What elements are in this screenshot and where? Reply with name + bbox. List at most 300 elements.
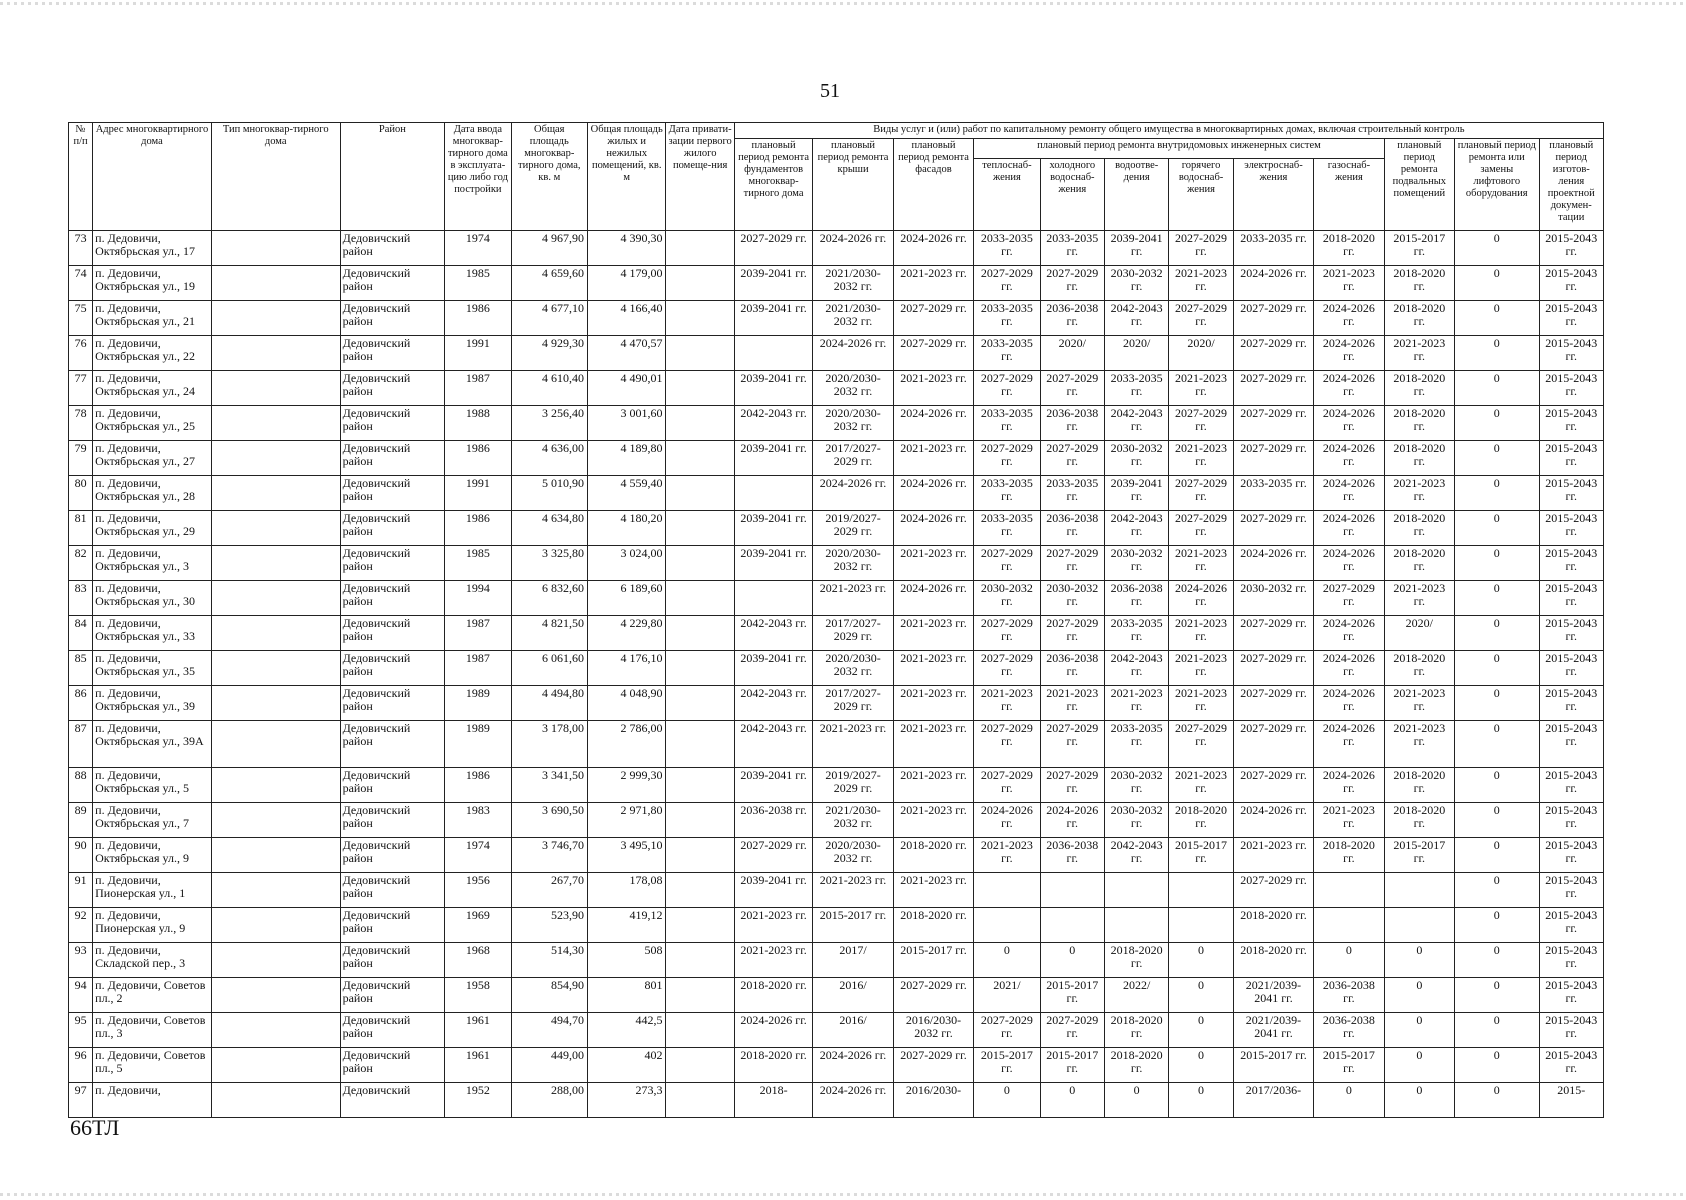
cell-roof: 2020/2030-2032 гг.	[813, 406, 893, 441]
header-foundation: плановый период ремонта фундаментов многоквар-тирного дома	[734, 139, 812, 231]
cell-lift: 0	[1455, 1048, 1539, 1083]
cell-privatization	[666, 1083, 734, 1118]
cell-type	[211, 978, 340, 1013]
cell-gas: 2021-2023 гг.	[1314, 803, 1384, 838]
cell-living-area: 4 189,80	[588, 441, 666, 476]
cell-design: 2015-	[1539, 1083, 1604, 1118]
cell-gas: 2024-2026 гг.	[1314, 768, 1384, 803]
cell-sewer: 2021-2023 гг.	[1104, 686, 1168, 721]
cell-foundation: 2042-2043 гг.	[734, 721, 812, 768]
cell-living-area: 4 229,80	[588, 616, 666, 651]
cell-num: 86	[69, 686, 93, 721]
cell-address: п. Дедовичи, Октябрьская ул., 5	[93, 768, 212, 803]
cell-hot-water: 2021-2023 гг.	[1169, 441, 1233, 476]
cell-foundation: 2042-2043 гг.	[734, 406, 812, 441]
cell-sewer: 2036-2038 гг.	[1104, 581, 1168, 616]
cell-year: 1986	[445, 768, 511, 803]
cell-foundation: 2039-2041 гг.	[734, 266, 812, 301]
cell-cold-water: 2027-2029 гг.	[1040, 721, 1104, 768]
cell-hot-water: 2021-2023 гг.	[1169, 371, 1233, 406]
table-header	[69, 123, 1604, 231]
cell-district: Дедовичский район	[340, 441, 445, 476]
table-row	[69, 803, 1604, 838]
cell-cold-water: 2033-2035 гг.	[1040, 231, 1104, 266]
table-row	[69, 266, 1604, 301]
cell-cold-water: 2030-2032 гг.	[1040, 581, 1104, 616]
cell-hot-water: 0	[1169, 1083, 1233, 1118]
cell-heat: 2033-2035 гг.	[974, 406, 1040, 441]
cell-heat: 2027-2029 гг.	[974, 371, 1040, 406]
cell-facade: 2015-2017 гг.	[893, 943, 973, 978]
cell-facade: 2018-2020 гг.	[893, 908, 973, 943]
cell-design: 2015-2043 гг.	[1539, 768, 1604, 803]
cell-gas	[1314, 908, 1384, 943]
cell-foundation	[734, 581, 812, 616]
cell-lift: 0	[1455, 978, 1539, 1013]
cell-design: 2015-2043 гг.	[1539, 1013, 1604, 1048]
cell-roof: 2020/2030-2032 гг.	[813, 546, 893, 581]
cell-design: 2015-2043 гг.	[1539, 616, 1604, 651]
cell-cold-water: 2036-2038 гг.	[1040, 838, 1104, 873]
cell-hot-water: 2027-2029 гг.	[1169, 301, 1233, 336]
cell-hot-water: 2027-2029 гг.	[1169, 406, 1233, 441]
cell-year: 1988	[445, 406, 511, 441]
cell-total-area: 4 494,80	[511, 686, 587, 721]
cell-heat: 2033-2035 гг.	[974, 511, 1040, 546]
cell-gas: 2024-2026 гг.	[1314, 511, 1384, 546]
cell-hot-water: 0	[1169, 1048, 1233, 1083]
cell-total-area: 449,00	[511, 1048, 587, 1083]
cell-total-area: 4 659,60	[511, 266, 587, 301]
cell-year: 1987	[445, 651, 511, 686]
cell-heat: 2027-2029 гг.	[974, 546, 1040, 581]
cell-lift: 0	[1455, 511, 1539, 546]
cell-facade: 2021-2023 гг.	[893, 371, 973, 406]
cell-facade: 2021-2023 гг.	[893, 768, 973, 803]
cell-roof: 2019/2027-2029 гг.	[813, 768, 893, 803]
table-row	[69, 768, 1604, 803]
cell-total-area: 3 325,80	[511, 546, 587, 581]
cell-roof: 2024-2026 гг.	[813, 1083, 893, 1118]
cell-design: 2015-2043 гг.	[1539, 651, 1604, 686]
cell-district: Дедовичский район	[340, 336, 445, 371]
cell-facade: 2024-2026 гг.	[893, 581, 973, 616]
cell-type	[211, 406, 340, 441]
cell-electricity: 2018-2020 гг.	[1233, 943, 1313, 978]
cell-district: Дедовичский район	[340, 371, 445, 406]
cell-lift: 0	[1455, 908, 1539, 943]
cell-heat: 2027-2029 гг.	[974, 1013, 1040, 1048]
cell-roof: 2024-2026 гг.	[813, 231, 893, 266]
cell-address: п. Дедовичи, Октябрьская ул., 39	[93, 686, 212, 721]
cell-num: 95	[69, 1013, 93, 1048]
cell-facade: 2021-2023 гг.	[893, 686, 973, 721]
cell-cold-water: 2015-2017 гг.	[1040, 978, 1104, 1013]
cell-address: п. Дедовичи, Советов пл., 2	[93, 978, 212, 1013]
cell-roof: 2016/	[813, 1013, 893, 1048]
cell-gas: 2024-2026 гг.	[1314, 336, 1384, 371]
cell-basement: 2018-2020 гг.	[1384, 371, 1454, 406]
cell-hot-water	[1169, 908, 1233, 943]
cell-privatization	[666, 1013, 734, 1048]
cell-district: Дедовичский район	[340, 838, 445, 873]
cell-lift: 0	[1455, 768, 1539, 803]
table-row	[69, 1013, 1604, 1048]
cell-foundation: 2042-2043 гг.	[734, 686, 812, 721]
cell-district: Дедовичский район	[340, 231, 445, 266]
cell-electricity: 2024-2026 гг.	[1233, 803, 1313, 838]
cell-privatization	[666, 511, 734, 546]
cell-electricity: 2027-2029 гг.	[1233, 616, 1313, 651]
cell-design: 2015-2043 гг.	[1539, 721, 1604, 768]
header-works-group: Виды услуг и (или) работ по капитальному ремонту общего имущества в многоквартирных домах, включая строительный контроль	[734, 123, 1603, 139]
cell-living-area: 402	[588, 1048, 666, 1083]
cell-heat: 2030-2032 гг.	[974, 581, 1040, 616]
cell-foundation: 2027-2029 гг.	[734, 838, 812, 873]
cell-address: п. Дедовичи, Октябрьская ул., 30	[93, 581, 212, 616]
cell-total-area: 6 061,60	[511, 651, 587, 686]
table-row	[69, 721, 1604, 768]
cell-hot-water: 2021-2023 гг.	[1169, 651, 1233, 686]
header-num: № п/п	[69, 123, 93, 231]
cell-roof: 2017/2027-2029 гг.	[813, 616, 893, 651]
cell-year: 1968	[445, 943, 511, 978]
cell-num: 76	[69, 336, 93, 371]
header-systems-group: плановый период ремонта внутридомовых инженерных систем	[974, 139, 1384, 159]
cell-type	[211, 476, 340, 511]
cell-living-area: 4 559,40	[588, 476, 666, 511]
cell-roof: 2021/2030-2032 гг.	[813, 301, 893, 336]
table-row	[69, 581, 1604, 616]
header-hot-water: горячего водоснаб-жения	[1169, 159, 1233, 231]
cell-design: 2015-2043 гг.	[1539, 978, 1604, 1013]
cell-hot-water: 2020/	[1169, 336, 1233, 371]
cell-year: 1969	[445, 908, 511, 943]
cell-sewer: 2020/	[1104, 336, 1168, 371]
cell-facade: 2027-2029 гг.	[893, 1048, 973, 1083]
cell-living-area: 178,08	[588, 873, 666, 908]
cell-heat: 0	[974, 1083, 1040, 1118]
cell-gas: 2024-2026 гг.	[1314, 616, 1384, 651]
cell-year: 1958	[445, 978, 511, 1013]
cell-sewer: 2022/	[1104, 978, 1168, 1013]
cell-electricity: 2024-2026 гг.	[1233, 546, 1313, 581]
cell-year: 1991	[445, 336, 511, 371]
table-row	[69, 1083, 1604, 1118]
cell-design: 2015-2043 гг.	[1539, 301, 1604, 336]
cell-basement: 2018-2020 гг.	[1384, 441, 1454, 476]
cell-basement: 2021-2023 гг.	[1384, 476, 1454, 511]
cell-design: 2015-2043 гг.	[1539, 838, 1604, 873]
cell-living-area: 4 179,00	[588, 266, 666, 301]
scan-edge-top	[0, 2, 1686, 5]
header-lift: плановый период ремонта или замены лифтового оборудования	[1455, 139, 1539, 231]
cell-electricity: 2024-2026 гг.	[1233, 266, 1313, 301]
cell-num: 77	[69, 371, 93, 406]
cell-sewer: 2030-2032 гг.	[1104, 768, 1168, 803]
cell-facade: 2024-2026 гг.	[893, 511, 973, 546]
cell-roof: 2021/2030-2032 гг.	[813, 266, 893, 301]
cell-hot-water: 2027-2029 гг.	[1169, 511, 1233, 546]
cell-address: п. Дедовичи, Октябрьская ул., 19	[93, 266, 212, 301]
cell-basement: 2015-2017 гг.	[1384, 231, 1454, 266]
cell-roof: 2021-2023 гг.	[813, 721, 893, 768]
cell-type	[211, 231, 340, 266]
capital-repair-table	[68, 122, 1604, 1118]
cell-cold-water: 2027-2029 гг.	[1040, 546, 1104, 581]
cell-roof: 2024-2026 гг.	[813, 476, 893, 511]
cell-year: 1991	[445, 476, 511, 511]
cell-privatization	[666, 838, 734, 873]
cell-num: 79	[69, 441, 93, 476]
cell-hot-water: 2024-2026 гг.	[1169, 581, 1233, 616]
cell-electricity: 2033-2035 гг.	[1233, 231, 1313, 266]
cell-heat: 2027-2029 гг.	[974, 768, 1040, 803]
cell-living-area: 801	[588, 978, 666, 1013]
cell-sewer: 0	[1104, 1083, 1168, 1118]
cell-electricity: 2027-2029 гг.	[1233, 651, 1313, 686]
cell-cold-water: 2036-2038 гг.	[1040, 511, 1104, 546]
cell-district: Дедовичский район	[340, 1013, 445, 1048]
cell-foundation: 2042-2043 гг.	[734, 616, 812, 651]
cell-electricity: 2015-2017 гг.	[1233, 1048, 1313, 1083]
header-sewer: водоотве-дения	[1104, 159, 1168, 231]
table-row	[69, 441, 1604, 476]
cell-heat: 2033-2035 гг.	[974, 301, 1040, 336]
cell-sewer: 2042-2043 гг.	[1104, 406, 1168, 441]
cell-heat: 2027-2029 гг.	[974, 721, 1040, 768]
cell-foundation: 2039-2041 гг.	[734, 546, 812, 581]
cell-type	[211, 336, 340, 371]
cell-district: Дедовичский район	[340, 1048, 445, 1083]
cell-total-area: 3 341,50	[511, 768, 587, 803]
cell-lift: 0	[1455, 266, 1539, 301]
cell-district: Дедовичский район	[340, 266, 445, 301]
cell-year: 1974	[445, 231, 511, 266]
cell-facade: 2021-2023 гг.	[893, 266, 973, 301]
cell-basement: 0	[1384, 1048, 1454, 1083]
cell-year: 1989	[445, 686, 511, 721]
cell-design: 2015-2043 гг.	[1539, 1048, 1604, 1083]
cell-num: 85	[69, 651, 93, 686]
cell-heat: 2033-2035 гг.	[974, 231, 1040, 266]
cell-basement: 2021-2023 гг.	[1384, 336, 1454, 371]
cell-heat: 2027-2029 гг.	[974, 441, 1040, 476]
cell-roof: 2017/2027-2029 гг.	[813, 441, 893, 476]
cell-total-area: 494,70	[511, 1013, 587, 1048]
cell-roof: 2024-2026 гг.	[813, 1048, 893, 1083]
cell-roof: 2017/	[813, 943, 893, 978]
cell-facade: 2021-2023 гг.	[893, 803, 973, 838]
cell-district: Дедовичский район	[340, 768, 445, 803]
cell-roof: 2019/2027-2029 гг.	[813, 511, 893, 546]
cell-basement: 2018-2020 гг.	[1384, 406, 1454, 441]
cell-total-area: 4 636,00	[511, 441, 587, 476]
cell-privatization	[666, 546, 734, 581]
table-row	[69, 651, 1604, 686]
cell-living-area: 419,12	[588, 908, 666, 943]
cell-foundation: 2021-2023 гг.	[734, 943, 812, 978]
cell-num: 87	[69, 721, 93, 768]
cell-electricity: 2018-2020 гг.	[1233, 908, 1313, 943]
cell-electricity: 2027-2029 гг.	[1233, 511, 1313, 546]
cell-num: 93	[69, 943, 93, 978]
cell-heat: 2024-2026 гг.	[974, 803, 1040, 838]
cell-district: Дедовичский район	[340, 721, 445, 768]
cell-gas	[1314, 873, 1384, 908]
cell-privatization	[666, 616, 734, 651]
cell-year: 1985	[445, 546, 511, 581]
table-row	[69, 231, 1604, 266]
cell-sewer: 2018-2020 гг.	[1104, 943, 1168, 978]
cell-gas: 0	[1314, 943, 1384, 978]
cell-cold-water	[1040, 908, 1104, 943]
cell-total-area: 5 010,90	[511, 476, 587, 511]
cell-basement	[1384, 908, 1454, 943]
cell-cold-water: 2024-2026 гг.	[1040, 803, 1104, 838]
cell-cold-water: 2020/	[1040, 336, 1104, 371]
cell-roof: 2021-2023 гг.	[813, 873, 893, 908]
cell-living-area: 6 189,60	[588, 581, 666, 616]
cell-privatization	[666, 803, 734, 838]
cell-heat	[974, 908, 1040, 943]
cell-basement: 2018-2020 гг.	[1384, 651, 1454, 686]
cell-address: п. Дедовичи, Октябрьская ул., 39А	[93, 721, 212, 768]
cell-privatization	[666, 686, 734, 721]
cell-hot-water: 0	[1169, 1013, 1233, 1048]
header-district: Район	[340, 123, 445, 231]
cell-facade: 2021-2023 гг.	[893, 546, 973, 581]
cell-electricity: 2030-2032 гг.	[1233, 581, 1313, 616]
cell-foundation: 2018-2020 гг.	[734, 1048, 812, 1083]
cell-privatization	[666, 441, 734, 476]
cell-lift: 0	[1455, 616, 1539, 651]
cell-num: 94	[69, 978, 93, 1013]
cell-living-area: 4 490,01	[588, 371, 666, 406]
table-row	[69, 943, 1604, 978]
cell-num: 96	[69, 1048, 93, 1083]
cell-num: 74	[69, 266, 93, 301]
cell-num: 75	[69, 301, 93, 336]
cell-gas: 2024-2026 гг.	[1314, 476, 1384, 511]
cell-type	[211, 686, 340, 721]
header-address: Адрес многоквартирного дома	[93, 123, 212, 231]
cell-living-area: 273,3	[588, 1083, 666, 1118]
cell-electricity: 2027-2029 гг.	[1233, 371, 1313, 406]
cell-total-area: 523,90	[511, 908, 587, 943]
cell-sewer: 2033-2035 гг.	[1104, 721, 1168, 768]
cell-year: 1987	[445, 616, 511, 651]
cell-heat: 2027-2029 гг.	[974, 266, 1040, 301]
cell-foundation: 2027-2029 гг.	[734, 231, 812, 266]
table-row	[69, 336, 1604, 371]
cell-gas: 2036-2038 гг.	[1314, 978, 1384, 1013]
header-year: Дата ввода многоквар-тирного дома в эксплуата-цию либо год постройки	[445, 123, 511, 231]
cell-roof: 2024-2026 гг.	[813, 336, 893, 371]
cell-gas: 2024-2026 гг.	[1314, 441, 1384, 476]
cell-address: п. Дедовичи, Октябрьская ул., 27	[93, 441, 212, 476]
cell-privatization	[666, 1048, 734, 1083]
cell-facade: 2016/2030-2032 гг.	[893, 1013, 973, 1048]
cell-privatization	[666, 301, 734, 336]
cell-year: 1983	[445, 803, 511, 838]
cell-lift: 0	[1455, 1083, 1539, 1118]
cell-year: 1986	[445, 301, 511, 336]
cell-lift: 0	[1455, 546, 1539, 581]
cell-cold-water: 2015-2017 гг.	[1040, 1048, 1104, 1083]
cell-basement: 0	[1384, 1083, 1454, 1118]
cell-sewer: 2042-2043 гг.	[1104, 301, 1168, 336]
cell-sewer: 2030-2032 гг.	[1104, 441, 1168, 476]
cell-total-area: 4 634,80	[511, 511, 587, 546]
cell-address: п. Дедовичи, Октябрьская ул., 29	[93, 511, 212, 546]
cell-design: 2015-2043 гг.	[1539, 406, 1604, 441]
cell-lift: 0	[1455, 838, 1539, 873]
cell-year: 1989	[445, 721, 511, 768]
cell-address: п. Дедовичи, Октябрьская ул., 7	[93, 803, 212, 838]
cell-electricity: 2017/2036-	[1233, 1083, 1313, 1118]
cell-heat: 2027-2029 гг.	[974, 616, 1040, 651]
table-row	[69, 686, 1604, 721]
cell-lift: 0	[1455, 581, 1539, 616]
cell-basement: 2021-2023 гг.	[1384, 721, 1454, 768]
cell-cold-water: 2033-2035 гг.	[1040, 476, 1104, 511]
cell-design: 2015-2043 гг.	[1539, 441, 1604, 476]
cell-living-area: 4 470,57	[588, 336, 666, 371]
cell-design: 2015-2043 гг.	[1539, 371, 1604, 406]
cell-type	[211, 546, 340, 581]
cell-num: 80	[69, 476, 93, 511]
cell-district: Дедовичский район	[340, 908, 445, 943]
cell-living-area: 2 786,00	[588, 721, 666, 768]
cell-roof: 2016/	[813, 978, 893, 1013]
cell-privatization	[666, 476, 734, 511]
cell-cold-water: 2036-2038 гг.	[1040, 301, 1104, 336]
cell-hot-water: 2021-2023 гг.	[1169, 686, 1233, 721]
cell-gas: 2018-2020 гг.	[1314, 838, 1384, 873]
cell-lift: 0	[1455, 406, 1539, 441]
cell-total-area: 4 967,90	[511, 231, 587, 266]
cell-design: 2015-2043 гг.	[1539, 873, 1604, 908]
cell-privatization	[666, 721, 734, 768]
cell-cold-water: 0	[1040, 1083, 1104, 1118]
cell-living-area: 3 001,60	[588, 406, 666, 441]
cell-heat: 2021-2023 гг.	[974, 686, 1040, 721]
cell-electricity: 2021-2023 гг.	[1233, 838, 1313, 873]
cell-basement: 2018-2020 гг.	[1384, 768, 1454, 803]
cell-roof: 2017/2027-2029 гг.	[813, 686, 893, 721]
cell-design: 2015-2043 гг.	[1539, 686, 1604, 721]
table-row	[69, 511, 1604, 546]
table-row	[69, 1048, 1604, 1083]
cell-design: 2015-2043 гг.	[1539, 476, 1604, 511]
cell-hot-water: 2021-2023 гг.	[1169, 768, 1233, 803]
cell-living-area: 4 176,10	[588, 651, 666, 686]
cell-sewer: 2033-2035 гг.	[1104, 616, 1168, 651]
cell-address: п. Дедовичи, Октябрьская ул., 17	[93, 231, 212, 266]
cell-total-area: 3 690,50	[511, 803, 587, 838]
cell-living-area: 3 024,00	[588, 546, 666, 581]
cell-cold-water: 2027-2029 гг.	[1040, 441, 1104, 476]
cell-type	[211, 803, 340, 838]
cell-gas: 2024-2026 гг.	[1314, 721, 1384, 768]
cell-heat: 2021/	[974, 978, 1040, 1013]
header-cold-water: холодного водоснаб-жения	[1040, 159, 1104, 231]
cell-type	[211, 908, 340, 943]
header-heat: теплоснаб-жения	[974, 159, 1040, 231]
cell-gas: 2036-2038 гг.	[1314, 1013, 1384, 1048]
cell-electricity: 2033-2035 гг.	[1233, 476, 1313, 511]
